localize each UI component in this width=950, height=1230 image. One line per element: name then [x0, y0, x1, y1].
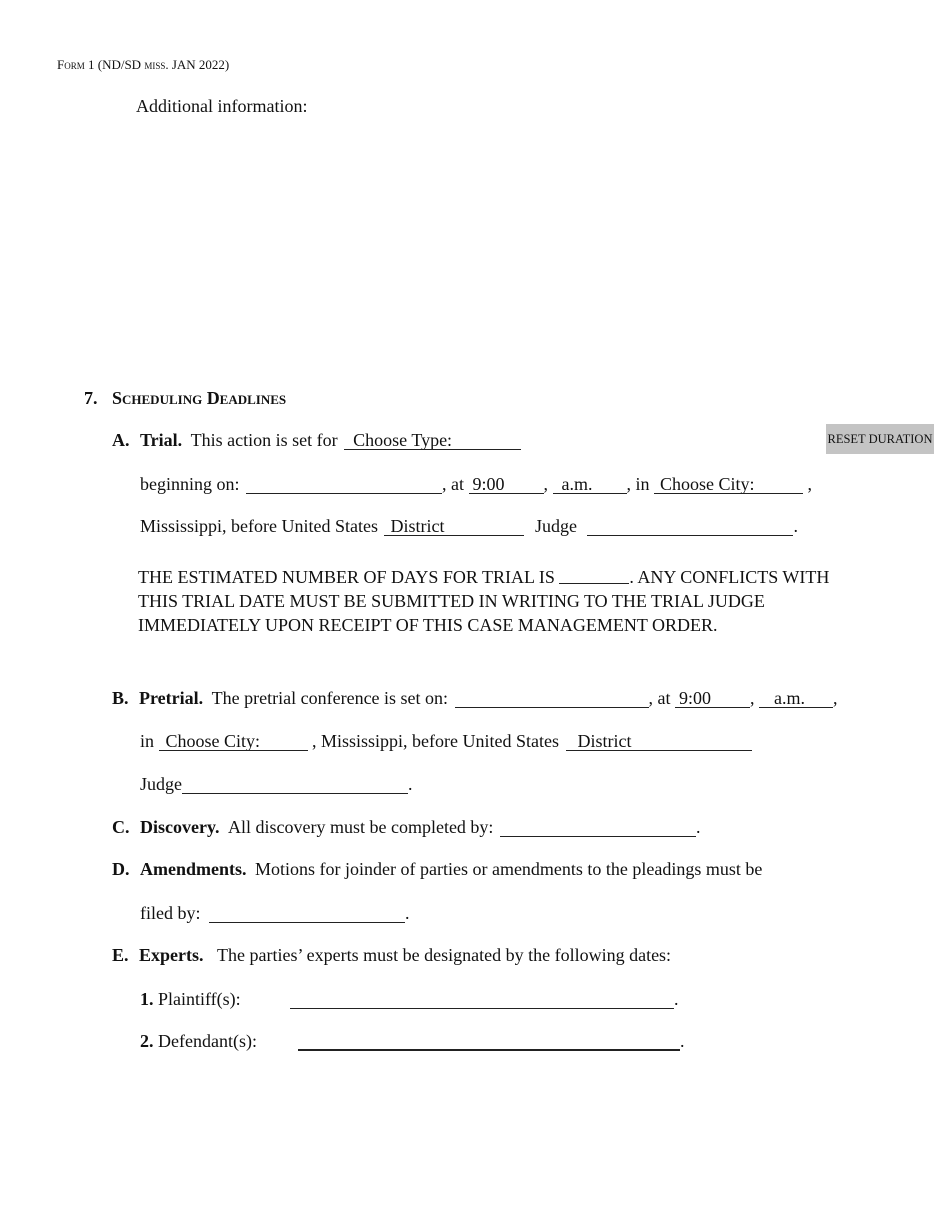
trial-date-field[interactable]	[246, 473, 442, 495]
plaintiff-period: .	[674, 989, 679, 1009]
discovery-line	[112, 816, 700, 838]
trial-title: Trial.	[140, 430, 183, 450]
trial-type-value: Choose Type:	[353, 430, 453, 450]
pretrial-date-field[interactable]	[455, 687, 649, 709]
trial-comma: ,	[543, 474, 548, 494]
pretrial-city-value: Choose City:	[165, 731, 261, 751]
trial-judge-label: Judge	[534, 516, 577, 536]
pretrial-letter: B.	[112, 688, 129, 708]
amendments-period: .	[405, 903, 410, 923]
trial-letter: A.	[112, 430, 130, 450]
pretrial-ampm-field[interactable]	[759, 687, 833, 709]
section-title: Scheduling Deadlines	[112, 388, 287, 408]
amendments-line-2	[140, 902, 410, 924]
plaintiff-number: 1.	[140, 989, 154, 1009]
pretrial-line-3	[140, 773, 413, 795]
estimate-text-2: . ANY CONFLICTS WITH THIS TRIAL DATE MUST BE SUBMITTED IN WRITING TO THE TRIAL JUDGE IMMEDIATELY UPON RECEIPT OF THIS CASE MANAGEMENT ORDER.	[138, 567, 830, 635]
plaintiff-date-wrap	[290, 988, 679, 1010]
estimate-text-1: THE ESTIMATED NUMBER OF DAYS FOR TRIAL IS	[138, 567, 555, 587]
defendant-period: .	[680, 1031, 685, 1051]
defendant-number: 2.	[140, 1031, 154, 1051]
pretrial-judge-field[interactable]	[182, 773, 408, 795]
trial-ampm-value: a.m.	[561, 474, 593, 494]
amendments-line-1	[112, 858, 762, 880]
trial-type-select[interactable]	[344, 429, 521, 451]
trial-in-label: , in	[626, 474, 650, 494]
trial-time-field[interactable]	[469, 473, 544, 495]
trial-ampm-field[interactable]	[553, 473, 627, 495]
defendant-date-field[interactable]	[298, 1030, 680, 1052]
amendments-letter: D.	[112, 859, 130, 879]
defendant-label: Defendant(s):	[158, 1031, 257, 1051]
plaintiff-line	[140, 988, 241, 1010]
defendant-date-wrap	[298, 1030, 685, 1052]
trial-line-3	[140, 515, 798, 537]
trial-court-value: District	[390, 516, 445, 536]
defendant-line	[140, 1030, 257, 1052]
experts-letter: E.	[112, 945, 129, 965]
trial-days-field[interactable]	[559, 565, 629, 589]
discovery-period: .	[695, 817, 701, 837]
pretrial-line-1	[112, 687, 838, 709]
pretrial-ms-text: , Mississippi, before United States	[312, 731, 559, 751]
pretrial-time-field[interactable]	[675, 687, 750, 709]
pretrial-text: The pretrial conference is set on:	[211, 688, 449, 708]
trial-period: .	[793, 516, 798, 536]
trial-text: This action is set for	[190, 430, 338, 450]
form-label: Form 1 (ND/SD miss. JAN 2022)	[57, 57, 230, 72]
pretrial-line-2	[140, 730, 752, 752]
trial-trailing-comma: ,	[807, 474, 813, 494]
experts-line	[112, 944, 671, 966]
pretrial-trailing-comma: ,	[833, 688, 838, 708]
beginning-label: beginning on:	[140, 474, 240, 494]
trial-line-2	[140, 473, 812, 495]
plaintiff-date-field[interactable]	[290, 988, 674, 1010]
pretrial-ampm-value: a.m.	[774, 688, 806, 708]
pretrial-title: Pretrial.	[139, 688, 204, 708]
trial-judge-field[interactable]	[587, 515, 793, 537]
pretrial-court-select[interactable]	[566, 730, 752, 752]
trial-at-label: , at	[442, 474, 464, 494]
pretrial-judge-label: Judge	[140, 774, 182, 794]
pretrial-at-label: , at	[648, 688, 671, 708]
trial-ms-text: Mississippi, before United States	[140, 516, 378, 536]
discovery-date-field[interactable]	[500, 816, 696, 838]
pretrial-period: .	[408, 774, 413, 794]
plaintiff-label: Plaintiff(s):	[158, 989, 241, 1009]
discovery-text: All discovery must be completed by:	[227, 817, 494, 837]
amendments-date-field[interactable]	[209, 902, 405, 924]
pretrial-court-value: District	[577, 731, 632, 751]
amendments-text: Motions for joinder of parties or amendments to the pleadings must be	[255, 859, 763, 879]
experts-text: The parties’ experts must be designated by the following dates:	[217, 945, 672, 965]
trial-time-value: 9:00	[472, 474, 505, 494]
pretrial-time-value: 9:00	[679, 688, 712, 708]
pretrial-city-select[interactable]	[159, 730, 308, 752]
trial-line-1	[112, 429, 521, 451]
section-number: 7.	[84, 388, 98, 408]
discovery-letter: C.	[112, 817, 130, 837]
additional-info-label: Additional information:	[136, 96, 308, 116]
pretrial-in-label: in	[140, 731, 155, 751]
experts-title: Experts.	[139, 945, 204, 965]
trial-city-select[interactable]	[654, 473, 803, 495]
pretrial-comma: ,	[750, 688, 755, 708]
discovery-title: Discovery.	[140, 817, 220, 837]
reset-duration-button[interactable]: RESET DURATION	[826, 424, 934, 454]
amendments-filed-label: filed by:	[140, 903, 201, 923]
trial-city-value: Choose City:	[660, 474, 755, 494]
trial-estimate-paragraph	[138, 565, 868, 637]
trial-court-select[interactable]	[384, 515, 524, 537]
amendments-title: Amendments.	[140, 859, 247, 879]
